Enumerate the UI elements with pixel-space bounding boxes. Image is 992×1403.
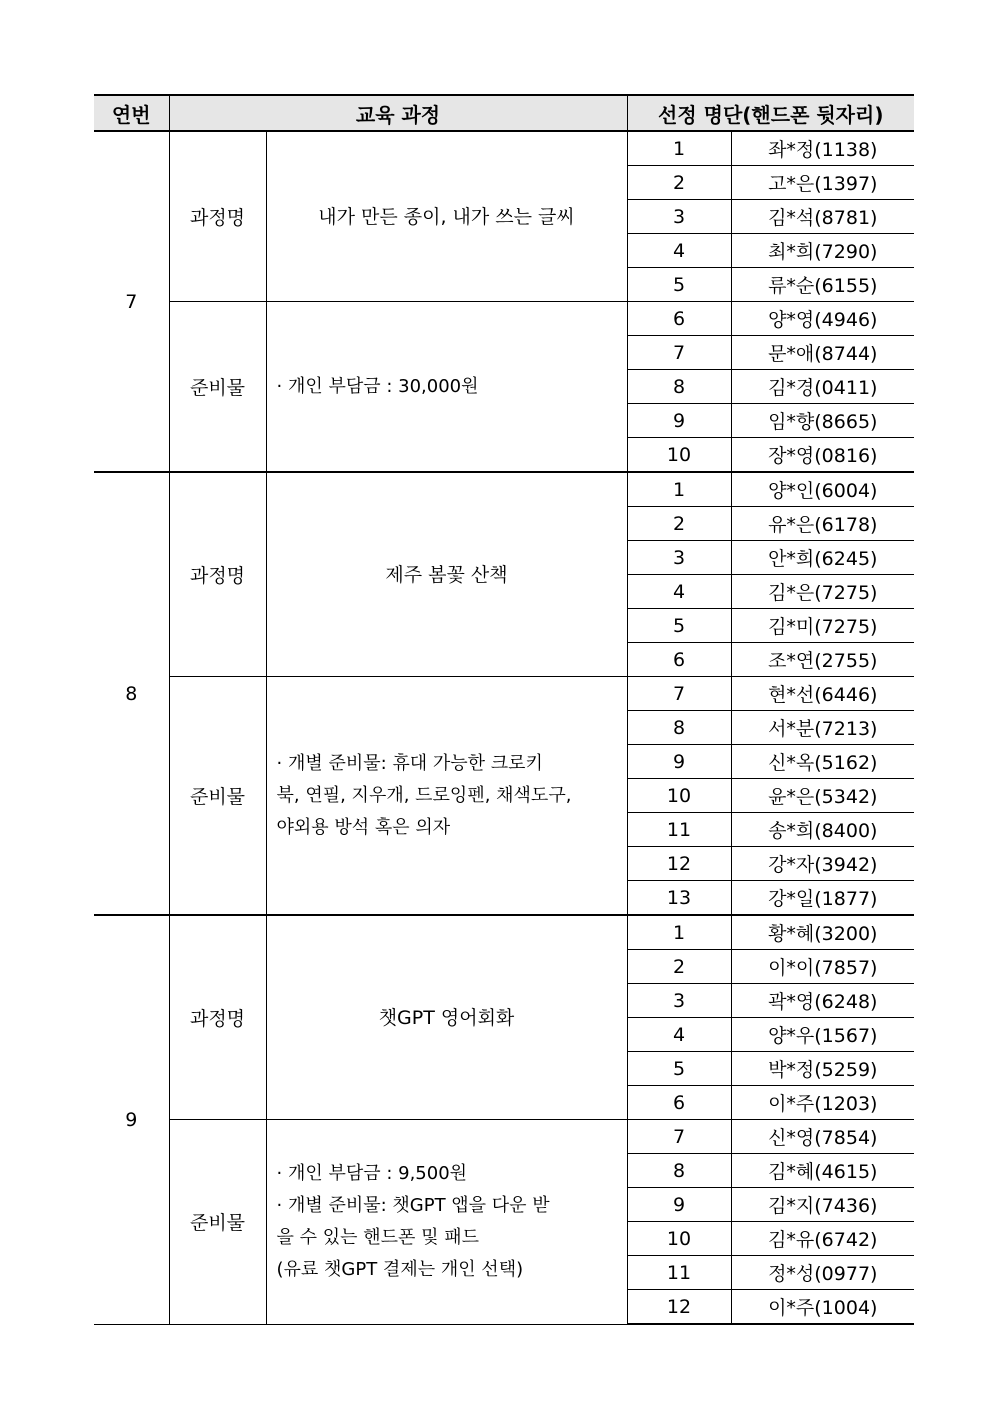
table-row [94, 472, 914, 507]
person-name: 김*은(7275) [731, 575, 914, 609]
prep-line: · 개인 부담금 : 9,500원 [276, 1162, 468, 1184]
person-name: 윤*은(5342) [731, 779, 914, 813]
person-number: 1 [627, 131, 731, 166]
person-name: 김*미(7275) [731, 609, 914, 643]
header-selected: 선정 명단(핸드폰 뒷자리) [627, 95, 914, 131]
person-number: 11 [627, 1256, 731, 1290]
person-number: 11 [627, 813, 731, 847]
person-name: 조*연(2755) [731, 643, 914, 677]
person-name: 고*은(1397) [731, 166, 914, 200]
selection-table [94, 94, 914, 1325]
prep-line: · 개별 준비물: 휴대 가능한 크로키 [276, 752, 543, 774]
header-row [94, 95, 914, 131]
person-name: 류*순(6155) [731, 268, 914, 302]
person-number: 4 [627, 1018, 731, 1052]
person-name: 이*이(7857) [731, 950, 914, 984]
person-number: 6 [627, 643, 731, 677]
person-number: 6 [627, 1086, 731, 1120]
person-number: 1 [627, 472, 731, 507]
person-number: 2 [627, 166, 731, 200]
course-label: 과정명 [169, 915, 266, 1120]
person-name: 김*혜(4615) [731, 1154, 914, 1188]
person-name: 김*지(7436) [731, 1188, 914, 1222]
prep-line: · 개인 부담금 : 30,000원 [276, 375, 479, 397]
person-number: 7 [627, 677, 731, 711]
person-name: 송*희(8400) [731, 813, 914, 847]
person-number: 10 [627, 1222, 731, 1256]
course-name: 제주 봄꽃 산책 [266, 472, 627, 677]
person-name: 김*석(8781) [731, 200, 914, 234]
person-number: 12 [627, 847, 731, 881]
person-name: 신*영(7854) [731, 1120, 914, 1154]
course-label: 과정명 [169, 131, 266, 302]
person-number: 5 [627, 1052, 731, 1086]
table-row [94, 302, 914, 336]
person-number: 2 [627, 507, 731, 541]
person-number: 9 [627, 745, 731, 779]
person-name: 신*옥(5162) [731, 745, 914, 779]
person-number: 8 [627, 711, 731, 745]
prep-line: · 개별 준비물: 챗GPT 앱을 다운 받 [276, 1194, 550, 1216]
person-name: 장*영(0816) [731, 438, 914, 473]
person-name: 서*분(7213) [731, 711, 914, 745]
table-row [94, 131, 914, 166]
person-number: 5 [627, 268, 731, 302]
prep-line: 야외용 방석 혹은 의자 [276, 816, 451, 838]
person-name: 박*정(5259) [731, 1052, 914, 1086]
person-number: 1 [627, 915, 731, 950]
prep-line: 을 수 있는 핸드폰 및 패드 [276, 1226, 479, 1248]
person-number: 12 [627, 1290, 731, 1325]
person-name: 김*경(0411) [731, 370, 914, 404]
person-name: 임*향(8665) [731, 404, 914, 438]
person-number: 9 [627, 404, 731, 438]
person-number: 7 [627, 1120, 731, 1154]
table-row [94, 1120, 914, 1154]
prep-label: 준비물 [169, 302, 266, 473]
person-number: 13 [627, 881, 731, 916]
person-number: 4 [627, 575, 731, 609]
person-number: 3 [627, 200, 731, 234]
person-name: 강*일(1877) [731, 881, 914, 916]
course-name: 내가 만든 종이, 내가 쓰는 글씨 [266, 131, 627, 302]
prep-label: 준비물 [169, 677, 266, 916]
section-number: 7 [94, 131, 169, 472]
person-number: 5 [627, 609, 731, 643]
person-number: 3 [627, 984, 731, 1018]
prep-description [266, 1120, 627, 1325]
person-number: 4 [627, 234, 731, 268]
person-name: 좌*정(1138) [731, 131, 914, 166]
person-name: 강*자(3942) [731, 847, 914, 881]
person-name: 유*은(6178) [731, 507, 914, 541]
person-number: 2 [627, 950, 731, 984]
prep-description [266, 302, 627, 473]
person-name: 곽*영(6248) [731, 984, 914, 1018]
course-label: 과정명 [169, 472, 266, 677]
prep-line: (유료 챗GPT 결제는 개인 선택) [276, 1258, 524, 1280]
person-name: 양*영(4946) [731, 302, 914, 336]
header-no: 연번 [94, 95, 169, 131]
course-name: 챗GPT 영어회화 [266, 915, 627, 1120]
prep-label: 준비물 [169, 1120, 266, 1325]
person-name: 이*주(1004) [731, 1290, 914, 1325]
person-name: 김*유(6742) [731, 1222, 914, 1256]
table-row [94, 677, 914, 711]
section-number: 8 [94, 472, 169, 915]
person-number: 3 [627, 541, 731, 575]
person-name: 안*희(6245) [731, 541, 914, 575]
person-name: 문*애(8744) [731, 336, 914, 370]
prep-description [266, 677, 627, 916]
person-number: 7 [627, 336, 731, 370]
person-number: 6 [627, 302, 731, 336]
person-number: 9 [627, 1188, 731, 1222]
person-name: 양*인(6004) [731, 472, 914, 507]
section-number: 9 [94, 915, 169, 1324]
header-course: 교육 과정 [169, 95, 627, 131]
person-number: 8 [627, 1154, 731, 1188]
person-name: 양*우(1567) [731, 1018, 914, 1052]
person-name: 정*성(0977) [731, 1256, 914, 1290]
person-name: 현*선(6446) [731, 677, 914, 711]
person-name: 황*혜(3200) [731, 915, 914, 950]
table-row [94, 915, 914, 950]
person-number: 10 [627, 779, 731, 813]
person-name: 이*주(1203) [731, 1086, 914, 1120]
prep-line: 북, 연필, 지우개, 드로잉펜, 채색도구, [276, 784, 572, 806]
person-name: 최*희(7290) [731, 234, 914, 268]
person-number: 8 [627, 370, 731, 404]
person-number: 10 [627, 438, 731, 473]
